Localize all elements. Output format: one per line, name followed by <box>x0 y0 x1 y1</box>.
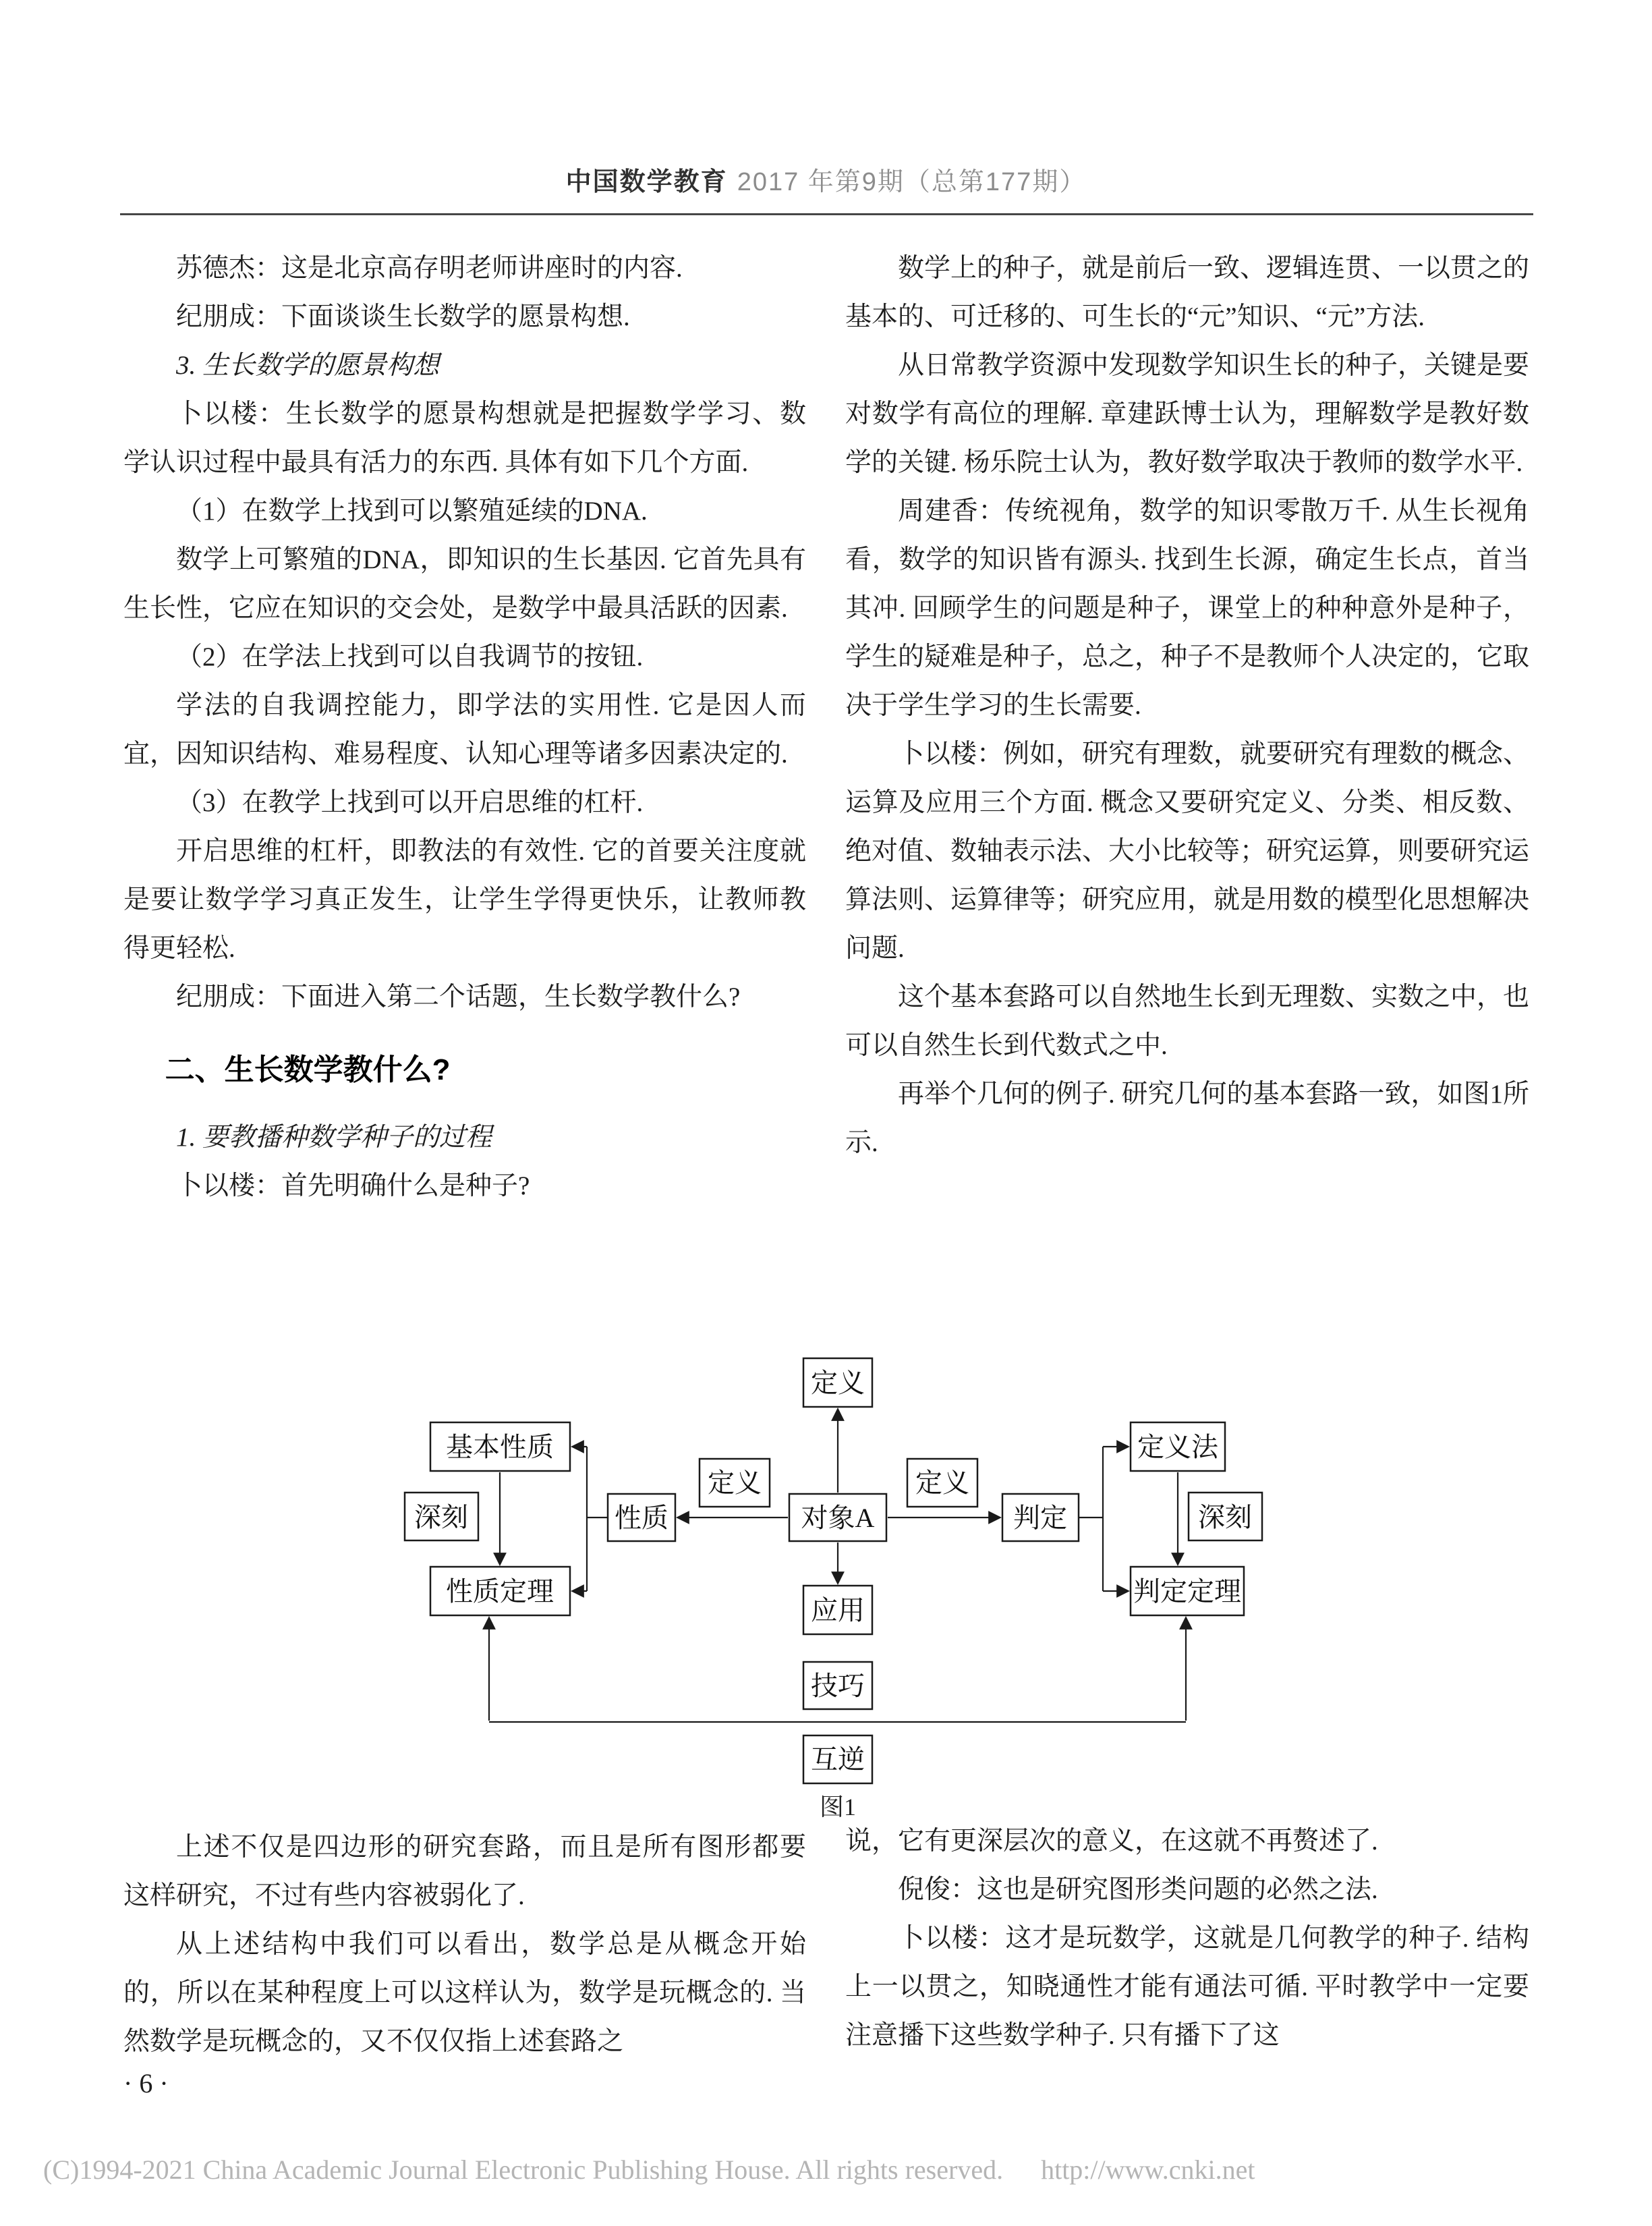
figure-box-property <box>608 1494 675 1541</box>
figure-box-judgement-theorem <box>1131 1567 1244 1615</box>
left-column-top <box>123 244 806 1211</box>
paragraph: （3）在教学上找到可以开启思维的杠杆. <box>176 788 644 817</box>
svg-text:应用: 应用 <box>811 1595 865 1625</box>
figure-box-definition-label-right <box>907 1459 977 1507</box>
paragraph: 学法的自我调控能力，即学法的实用性. 它是因人而宜，因知识结构、难易程度、认知心理等诸多因素决定的. <box>123 691 806 769</box>
paragraph: 纪朋成：下面进入第二个话题，生长数学教什么? <box>176 982 741 1011</box>
figure-box-mutual-inverse <box>803 1735 872 1783</box>
right-column-top <box>845 244 1529 1167</box>
paragraph: 从上述结构中我们可以看出，数学总是从概念开始的，所以在某种程度上可以这样认为，数学是玩概念的. 当然数学是玩概念的，又不仅仅指上述套路之 <box>123 1930 806 2056</box>
paragraph: 上述不仅是四边形的研究套路，而且是所有图形都要这样研究，不过有些内容被弱化了. <box>123 1833 806 1910</box>
svg-text:基本性质: 基本性质 <box>446 1432 554 1462</box>
figure-box-definition-label-left <box>700 1459 770 1507</box>
paragraph: 卜以楼：生长数学的愿景构想就是把握数学学习、数学认识过程中最具有活力的东西. 具体有如下几个方面. <box>123 399 806 477</box>
paragraph: （1）在数学上找到可以繁殖延续的DNA. <box>176 497 648 526</box>
journal-title: 中国数学教育 <box>565 168 728 196</box>
paragraph: 这个基本套路可以自然地生长到无理数、实数之中，也可以自然生长到代数式之中. <box>845 982 1530 1060</box>
svg-text:深刻: 深刻 <box>414 1502 468 1532</box>
svg-text:判定定理: 判定定理 <box>1133 1576 1241 1607</box>
paragraph: 卜以楼：这才是玩数学，这就是几何教学的种子. 结构上一以贯之，知晓通性才能有通法可循. 平时教学中一定要注意播下这些数学种子. 只有播下了这 <box>845 1924 1529 2050</box>
svg-text:定义法: 定义法 <box>1137 1432 1218 1462</box>
cnki-url: http://www.cnki.net <box>1041 2154 1255 2185</box>
figure-caption: 图1 <box>819 1793 857 1820</box>
figure-box-judgement <box>1002 1494 1079 1541</box>
paragraph: 说，它有更深层次的意义，在这就不再赘述了. <box>845 1827 1378 1856</box>
figure-box-definition-method <box>1131 1422 1225 1471</box>
copyright-text: (C)1994-2021 China Academic Journal Electronic Publishing House. All rights reserved. <box>43 2154 1004 2185</box>
svg-text:性质定理: 性质定理 <box>446 1576 554 1607</box>
figure-box-deep-right <box>1189 1493 1262 1540</box>
paragraph: （2）在学法上找到可以自我调节的按钮. <box>176 642 644 671</box>
paragraph: 周建香：传统视角，数学的知识零散万千. 从生长视角看，数学的知识皆有源头. 找到生长源，确定生长点，首当其冲. 回顾学生的问题是种子，课堂上的种种意外是种子，学生的疑难是种子，总之，种子不是教师个人决定的，它取决于学生学习的生长需要. <box>845 497 1530 720</box>
page-header <box>0 161 1652 198</box>
right-column-bottom <box>845 1817 1529 2060</box>
paragraph: 从日常教学资源中发现数学知识生长的种子，关键是要对数学有高位的理解. 章建跃博士认为，理解数学是教好数学的关键. 杨乐院士认为，教好数学取决于教师的数学水平. <box>845 351 1530 477</box>
svg-text:判定: 判定 <box>1013 1503 1067 1533</box>
figure-1-diagram <box>403 1343 1288 1823</box>
figure-box-definition-top <box>803 1358 872 1407</box>
figure-box-object-a <box>789 1494 886 1541</box>
svg-text:互逆: 互逆 <box>811 1744 865 1775</box>
svg-text:深刻: 深刻 <box>1198 1502 1252 1532</box>
figure-box-technique <box>803 1662 872 1709</box>
paragraph: 倪俊：这也是研究图形类问题的必然之法. <box>898 1875 1378 1904</box>
paragraph: 再举个几何的例子. 研究几何的基本套路一致，如图1所示. <box>845 1080 1530 1157</box>
svg-text:定义: 定义 <box>915 1468 969 1498</box>
paragraph: 纪朋成：下面谈谈生长数学的愿景构想. <box>176 302 630 331</box>
paragraph: 卜以楼：例如，研究有理数，就要研究有理数的概念、运算及应用三个方面. 概念又要研究定义、分类、相反数、绝对值、数轴表示法、大小比较等；研究运算，则要研究运算法则、运算律等；研究应用，就是用数的模型化思想解决问题. <box>845 740 1530 963</box>
paragraph: 数学上的种子，就是前后一致、逻辑连贯、一以贯之的基本的、可迁移的、可生长的“元”知识、“元”方法. <box>845 254 1530 331</box>
page-number: · 6 · <box>123 2068 169 2098</box>
paragraph: 数学上可繁殖的DNA，即知识的生长基因. 它首先具有生长性，它应在知识的交会处，是数学中最具活跃的因素. <box>123 545 806 623</box>
left-column-bottom <box>123 1823 806 2066</box>
svg-text:定义: 定义 <box>811 1368 865 1398</box>
svg-text:技巧: 技巧 <box>811 1671 865 1701</box>
paragraph: 卜以楼：首先明确什么是种子? <box>176 1171 530 1200</box>
figure-box-deep-left <box>405 1493 478 1540</box>
scan-footer <box>43 2154 1615 2186</box>
svg-text:定义: 定义 <box>708 1468 762 1498</box>
paragraph: 苏德杰：这是北京高存明老师讲座时的内容. <box>176 254 683 283</box>
paragraph: 1. 要教播种数学种子的过程 <box>176 1123 492 1152</box>
paragraph: 开启思维的杠杆，即教法的有效性. 它的首要关注度就是要让数学学习真正发生，让学生学得更快乐，让教师教得更轻松. <box>123 837 806 963</box>
figure-box-basic-property <box>430 1422 570 1471</box>
paragraph: 3. 生长数学的愿景构想 <box>176 351 440 380</box>
header-divider <box>120 213 1533 215</box>
figure-box-property-theorem <box>430 1567 570 1615</box>
figure-box-application <box>803 1586 872 1634</box>
svg-text:性质: 性质 <box>615 1503 668 1533</box>
journal-issue: 2017 年第9期（总第177期） <box>737 168 1087 196</box>
section-heading: 二、生长数学教什么? <box>165 1053 451 1086</box>
svg-text:对象A: 对象A <box>801 1503 875 1533</box>
